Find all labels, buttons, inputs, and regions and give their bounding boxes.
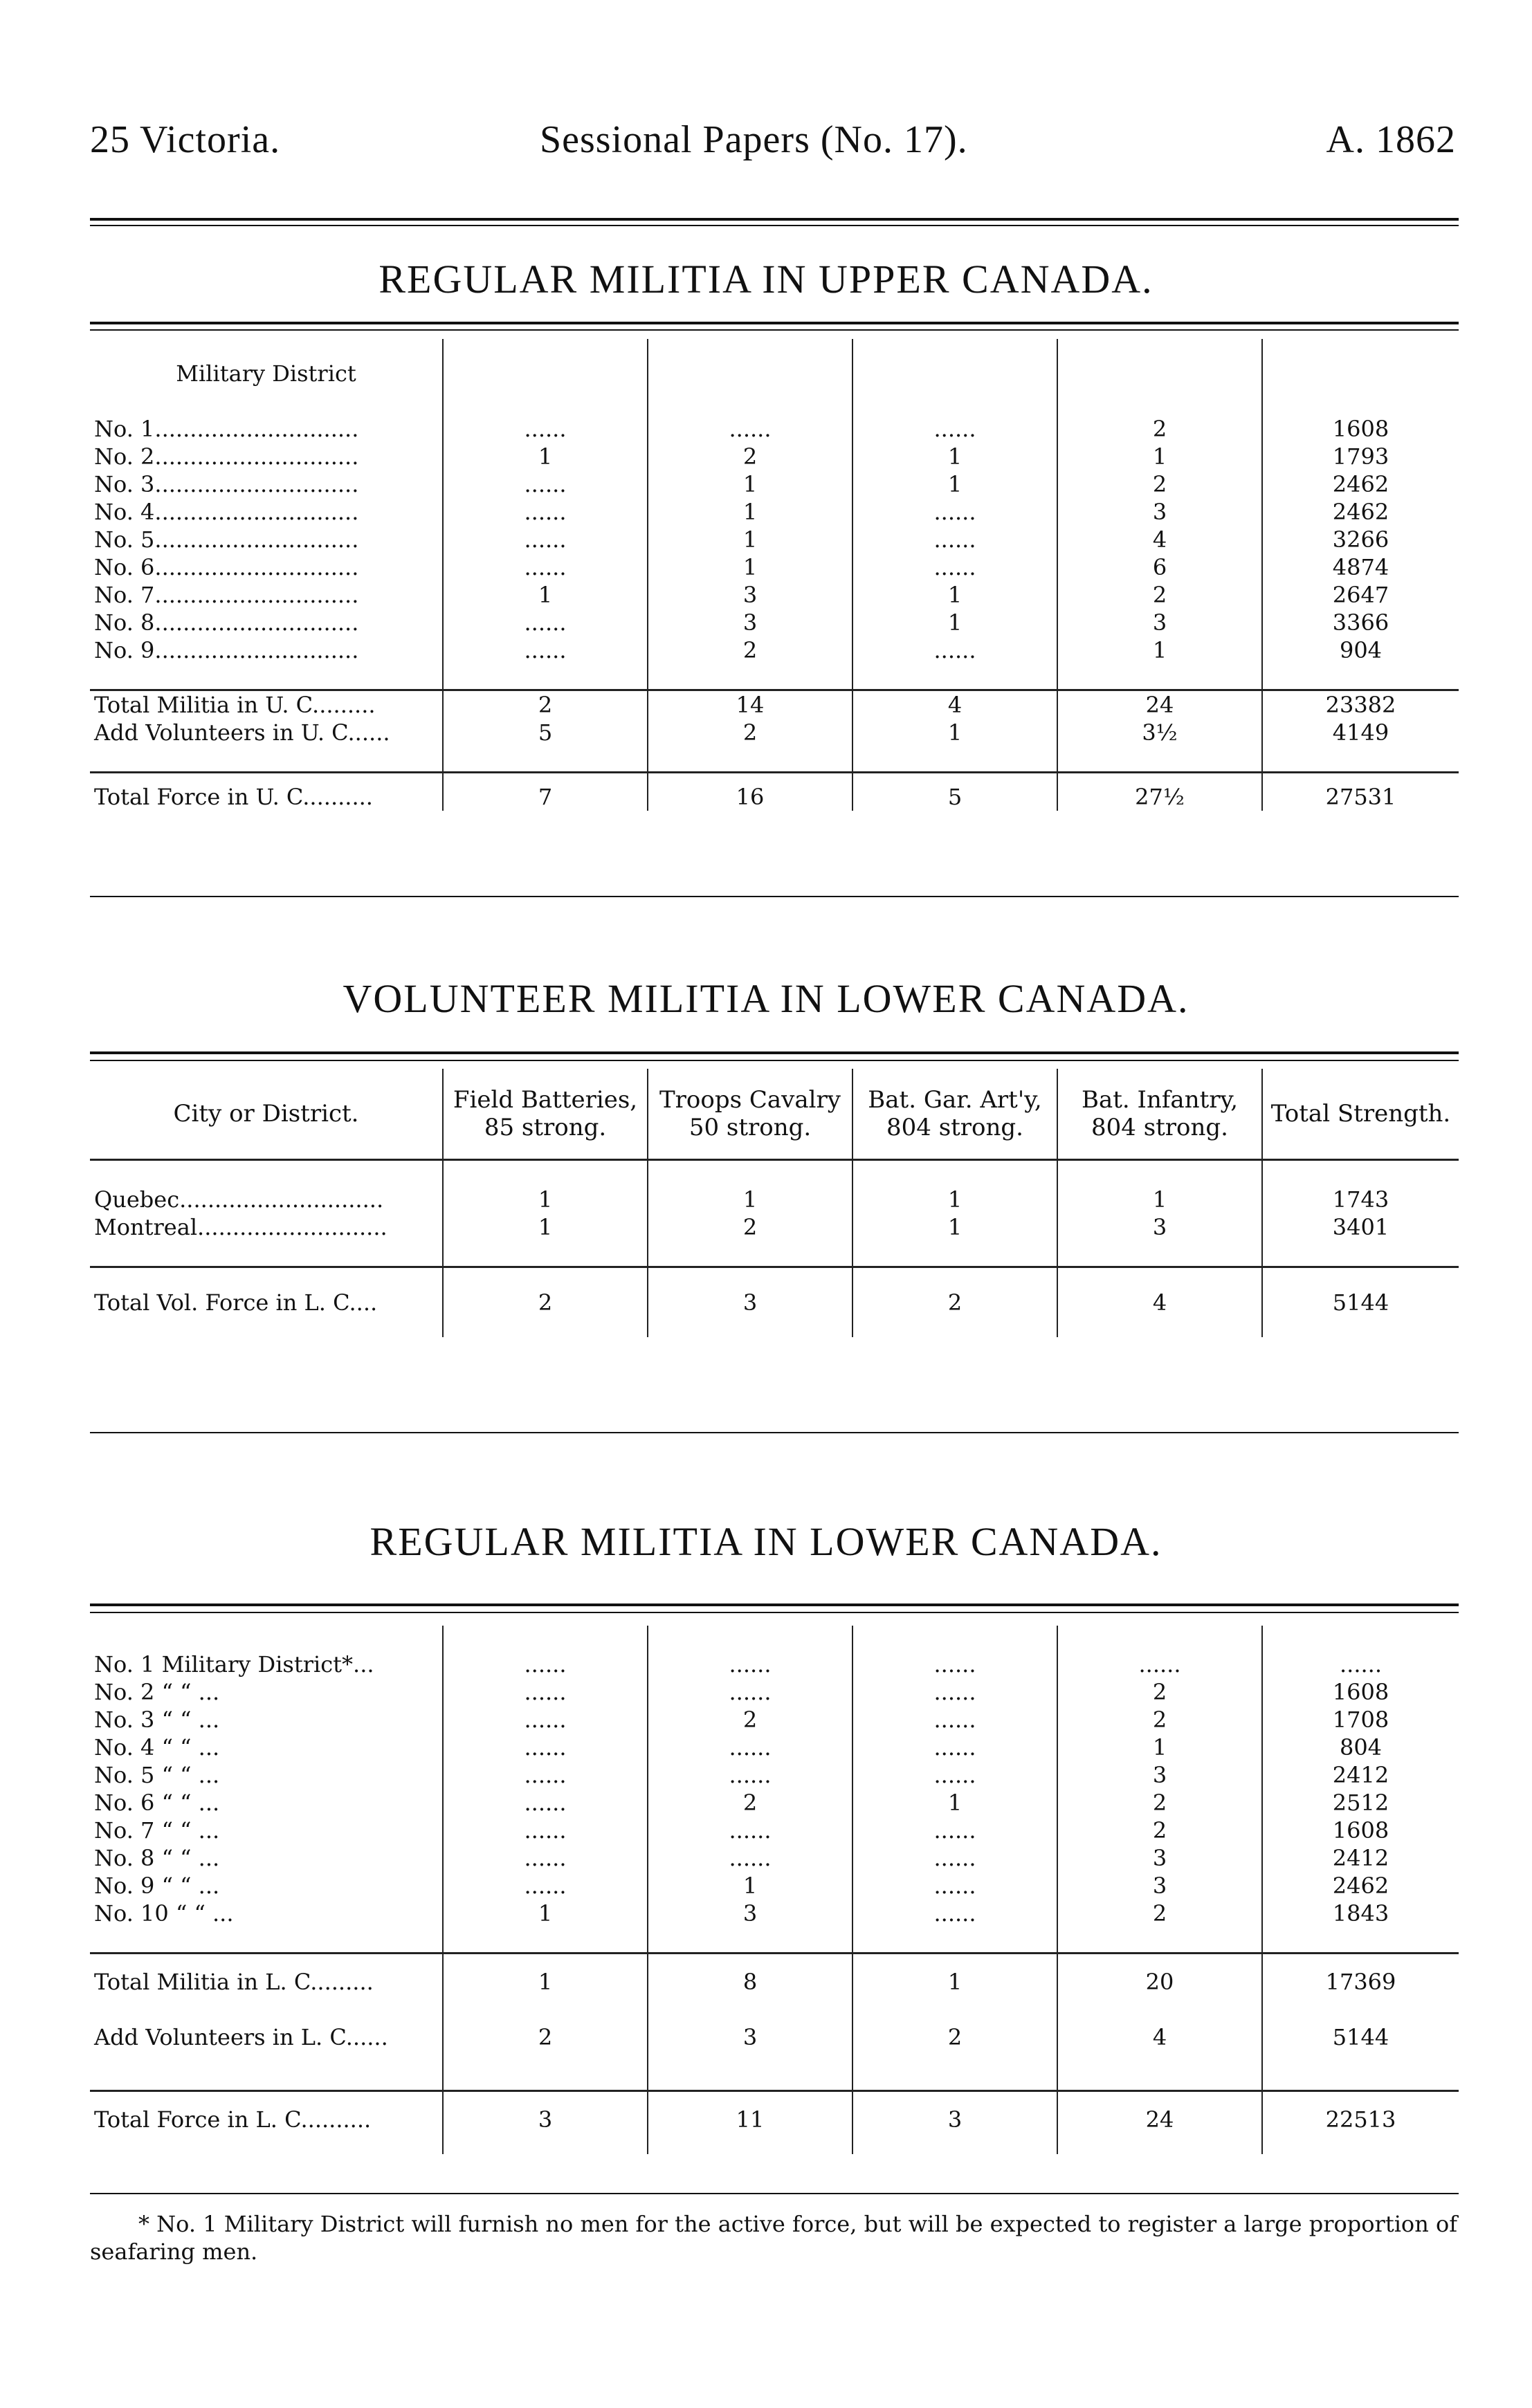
cell-col-1: ...... [443,1651,648,1678]
cell-col-5: 1608 [1262,415,1459,443]
cell-col-2: 16 [648,773,852,811]
blank-header-cell [443,339,648,415]
row-label: No. 10 “ “ ... [94,1900,234,1927]
cell-col-1: ...... [443,636,648,664]
table-row [90,470,1459,498]
header-rule [90,218,1459,221]
cell-col-5: 804 [1262,1734,1459,1761]
table-row [90,443,1459,470]
row-label: No. 3 “ “ ... [94,1707,220,1733]
grand-total-row [90,1267,1459,1338]
cell-col-1: ...... [443,1761,648,1789]
cell-col-1: 2 [443,2010,648,2065]
cell-col-5: 2647 [1262,581,1459,609]
cell-col-3: ...... [852,415,1057,443]
bat-infantry-header: Bat. Infantry, 804 strong. [1057,1069,1262,1160]
table-row [90,1734,1459,1761]
total-row [90,1954,1459,2010]
table-row [90,1844,1459,1872]
cell-col-2: 1 [648,553,852,581]
cell-col-2: 2 [648,719,852,746]
cell-col-4: 3 [1057,1872,1262,1900]
row-label: No. 9 “ “ ... [94,1873,220,1899]
lower-volunteer-bottom-rule [90,1432,1459,1433]
cell-col-3: 2 [852,2010,1057,2065]
cell-col-1: ...... [443,1678,648,1706]
cell-col-5: 17369 [1262,1954,1459,2010]
cell-col-3: 1 [852,470,1057,498]
cell-col-4: 2 [1057,1817,1262,1844]
blank-header-cell [648,339,852,415]
cell-col-3: 5 [852,773,1057,811]
cell-col-2: 1 [648,470,852,498]
row-label: Total Force in L. C.......... [90,2091,443,2155]
cell-col-5: 2412 [1262,1761,1459,1789]
cell-col-5: 22513 [1262,2091,1459,2155]
table-row [90,553,1459,581]
cell-col-2: ...... [648,1844,852,1872]
row-label: No. 7............................. [94,582,359,608]
table-row [90,1213,1459,1241]
cell-col-1: ...... [443,415,648,443]
grand-total-row [90,773,1459,811]
cell-col-1: ...... [443,1844,648,1872]
cell-col-4: 2 [1057,1900,1262,1927]
cell-col-3: ...... [852,1734,1057,1761]
cell-col-4: 3 [1057,609,1262,636]
cell-col-2: 3 [648,609,852,636]
cell-col-3: ...... [852,1872,1057,1900]
cell-col-4: 2 [1057,470,1262,498]
row-label: No. 8 “ “ ... [94,1845,220,1871]
cell-col-3: 1 [852,1213,1057,1241]
row-label: No. 8............................. [94,609,359,636]
cell-col-3: 3 [852,2091,1057,2155]
cell-col-1: 1 [443,1900,648,1927]
cell-col-3: ...... [852,1761,1057,1789]
cell-col-5: ...... [1262,1651,1459,1678]
cell-col-2: 11 [648,2091,852,2155]
cell-col-5: 23382 [1262,690,1459,719]
cell-col-1: 1 [443,581,648,609]
lower-regular-top-rule [90,1603,1459,1606]
row-label: No. 6............................. [94,554,359,580]
upper-regular-top-rule-thin [90,329,1459,331]
table-row [90,1706,1459,1734]
row-label: No. 4 “ “ ... [94,1734,220,1761]
cell-col-1: 1 [443,1213,648,1241]
blank-header-cell [1262,339,1459,415]
cell-col-4: ...... [1057,1651,1262,1678]
cell-col-5: 2512 [1262,1789,1459,1817]
lower-volunteer-title: VOLUNTEER MILITIA IN LOWER CANADA. [343,976,1189,1021]
cell-col-2: 2 [648,636,852,664]
cell-col-4: 4 [1057,526,1262,553]
cell-col-4: 1 [1057,1734,1262,1761]
upper-regular-title: REGULAR MILITIA IN UPPER CANADA. [379,257,1153,302]
grand-total-row [90,2091,1459,2155]
cell-col-4: 1 [1057,443,1262,470]
total-row [90,719,1459,746]
cell-col-3: 1 [852,1954,1057,2010]
total-strength-header: Total Strength. [1262,1069,1459,1160]
row-label: No. 1............................. [94,416,359,442]
cell-col-5: 1608 [1262,1678,1459,1706]
blank-header-cell [1057,339,1262,415]
cell-col-4: 27½ [1057,773,1262,811]
row-label: No. 2 “ “ ... [94,1679,220,1705]
table-row [90,1186,1459,1213]
table-row [90,1678,1459,1706]
cell-col-3: ...... [852,636,1057,664]
cell-col-2: 3 [648,1267,852,1338]
row-label: No. 2............................. [94,443,359,470]
row-label: No. 7 “ “ ... [94,1817,220,1844]
row-label: No. 5 “ “ ... [94,1762,220,1788]
cell-col-1: ...... [443,609,648,636]
cell-col-2: ...... [648,1651,852,1678]
row-label: Total Force in U. C.......... [90,773,443,811]
cell-col-2: 1 [648,526,852,553]
cell-col-4: 3 [1057,1844,1262,1872]
cell-col-1: 1 [443,1186,648,1213]
cell-col-3: 1 [852,581,1057,609]
field-batteries-header: Field Batteries, 85 strong. [443,1069,648,1160]
row-label: No. 6 “ “ ... [94,1790,220,1816]
cell-col-3: 1 [852,1789,1057,1817]
cell-col-2: 8 [648,1954,852,2010]
cell-col-1: ...... [443,1817,648,1844]
cell-col-3: ...... [852,498,1057,526]
cell-col-5: 4874 [1262,553,1459,581]
row-label: Montreal........................... [94,1214,387,1240]
cell-col-1: ...... [443,498,648,526]
cell-col-2: 14 [648,690,852,719]
military-district-header: Military District [176,360,356,387]
cell-col-5: 1743 [1262,1186,1459,1213]
cell-col-1: ...... [443,1872,648,1900]
cell-col-2: 2 [648,1706,852,1734]
cell-col-5: 2412 [1262,1844,1459,1872]
cell-col-2: 3 [648,581,852,609]
cell-col-1: ...... [443,470,648,498]
cell-col-5: 3266 [1262,526,1459,553]
cell-col-3: 1 [852,443,1057,470]
cell-col-4: 2 [1057,581,1262,609]
troops-cavalry-header: Troops Cavalry 50 strong. [648,1069,852,1160]
cell-col-3: 1 [852,1186,1057,1213]
cell-col-2: 1 [648,1872,852,1900]
cell-col-5: 2462 [1262,470,1459,498]
cell-col-2: 2 [648,443,852,470]
cell-col-4: 4 [1057,2010,1262,2065]
cell-col-2: 3 [648,2010,852,2065]
cell-col-5: 3401 [1262,1213,1459,1241]
lower-regular-title: REGULAR MILITIA IN LOWER CANADA. [370,1519,1162,1564]
cell-col-3: 1 [852,719,1057,746]
year-label: A. 1862 [1326,118,1456,161]
cell-col-1: ...... [443,1734,648,1761]
cell-col-4: 1 [1057,1186,1262,1213]
cell-col-4: 6 [1057,553,1262,581]
cell-col-4: 2 [1057,415,1262,443]
lower-volunteer-top-rule-thin [90,1060,1459,1061]
table-row [90,1651,1459,1678]
cell-col-1: ...... [443,553,648,581]
cell-col-1: ...... [443,526,648,553]
cell-col-2: 1 [648,498,852,526]
cell-col-2: 1 [648,1186,852,1213]
cell-col-2: 3 [648,1900,852,1927]
cell-col-3: ...... [852,1900,1057,1927]
row-label: No. 4............................. [94,499,359,525]
cell-col-3: ...... [852,1678,1057,1706]
table-row [90,498,1459,526]
row-label: No. 3............................. [94,471,359,497]
cell-col-5: 1843 [1262,1900,1459,1927]
cell-col-4: 3½ [1057,719,1262,746]
lower-regular-table [90,1626,1459,2154]
cell-col-5: 904 [1262,636,1459,664]
cell-col-4: 2 [1057,1789,1262,1817]
cell-col-2: ...... [648,1817,852,1844]
cell-col-3: ...... [852,553,1057,581]
row-label: Add Volunteers in U. C...... [94,719,390,746]
cell-col-5: 1708 [1262,1706,1459,1734]
cell-col-4: 24 [1057,690,1262,719]
cell-col-3: 4 [852,690,1057,719]
bat-gar-arty-header: Bat. Gar. Art'y, 804 strong. [852,1069,1057,1160]
table-row [90,526,1459,553]
table-header-row [90,1069,1459,1160]
cell-col-2: ...... [648,1761,852,1789]
cell-col-5: 5144 [1262,2010,1459,2065]
cell-col-1: ...... [443,1706,648,1734]
cell-col-4: 24 [1057,2091,1262,2155]
cell-col-5: 5144 [1262,1267,1459,1338]
cell-col-4: 20 [1057,1954,1262,2010]
cell-col-4: 3 [1057,1761,1262,1789]
cell-col-1: 5 [443,719,648,746]
sessional-papers-label: Sessional Papers (No. 17). [540,118,968,161]
cell-col-2: ...... [648,415,852,443]
cell-col-1: 1 [443,443,648,470]
upper-regular-table [90,339,1459,811]
cell-col-1: ...... [443,1789,648,1817]
cell-col-3: 1 [852,609,1057,636]
lower-regular-bottom-rule [90,2193,1459,2194]
row-label: No. 1 Military District*... [94,1651,374,1678]
cell-col-3: ...... [852,526,1057,553]
table-row [90,636,1459,664]
row-label: Quebec............................. [94,1186,384,1213]
cell-col-4: 2 [1057,1706,1262,1734]
table-row [90,609,1459,636]
blank-header-cell [852,339,1057,415]
table-header-row [90,339,1459,415]
cell-col-3: ...... [852,1651,1057,1678]
cell-col-4: 2 [1057,1678,1262,1706]
cell-col-1: 2 [443,1267,648,1338]
table-row [90,1761,1459,1789]
row-label: Total Militia in U. C......... [90,690,443,719]
lower-regular-top-rule-thin [90,1612,1459,1613]
cell-col-5: 4149 [1262,719,1459,746]
cell-col-5: 2462 [1262,498,1459,526]
lower-volunteer-table [90,1069,1459,1337]
cell-col-3: ...... [852,1706,1057,1734]
table-row [90,415,1459,443]
cell-col-4: 4 [1057,1267,1262,1338]
cell-col-5: 1608 [1262,1817,1459,1844]
cell-col-3: ...... [852,1844,1057,1872]
cell-col-1: 3 [443,2091,648,2155]
cell-col-3: ...... [852,1817,1057,1844]
lower-volunteer-top-rule [90,1051,1459,1054]
cell-col-4: 3 [1057,1213,1262,1241]
row-label: Total Vol. Force in L. C.... [90,1267,443,1338]
row-label: Add Volunteers in L. C...... [94,2024,388,2050]
cell-col-4: 1 [1057,636,1262,664]
cell-col-2: 2 [648,1789,852,1817]
table-row [90,1900,1459,1927]
header-rule-thin [90,225,1459,226]
cell-col-2: ...... [648,1734,852,1761]
city-or-district-header: City or District. [173,1100,359,1128]
cell-col-2: ...... [648,1678,852,1706]
cell-col-2: 2 [648,1213,852,1241]
footnote: * No. 1 Military District will furnish no men for the active force, but will be expected to register a large proportion of seafaring men. [90,2211,1458,2265]
cell-col-3: 2 [852,1267,1057,1338]
cell-col-4: 3 [1057,498,1262,526]
table-row [90,1789,1459,1817]
total-row [90,2010,1459,2065]
cell-col-5: 1793 [1262,443,1459,470]
cell-col-1: 2 [443,690,648,719]
upper-regular-top-rule [90,322,1459,324]
row-label: No. 9............................. [94,637,359,663]
cell-col-5: 3366 [1262,609,1459,636]
cell-col-1: 1 [443,1954,648,2010]
cell-col-5: 27531 [1262,773,1459,811]
table-row [90,581,1459,609]
row-label: No. 5............................. [94,526,359,553]
cell-col-5: 2462 [1262,1872,1459,1900]
volume-label: 25 Victoria. [90,118,281,161]
table-row [90,1817,1459,1844]
row-label: Total Militia in L. C......... [90,1954,443,2010]
total-row [90,690,1459,719]
table-row [90,1872,1459,1900]
cell-col-1: 7 [443,773,648,811]
upper-regular-bottom-rule [90,896,1459,897]
